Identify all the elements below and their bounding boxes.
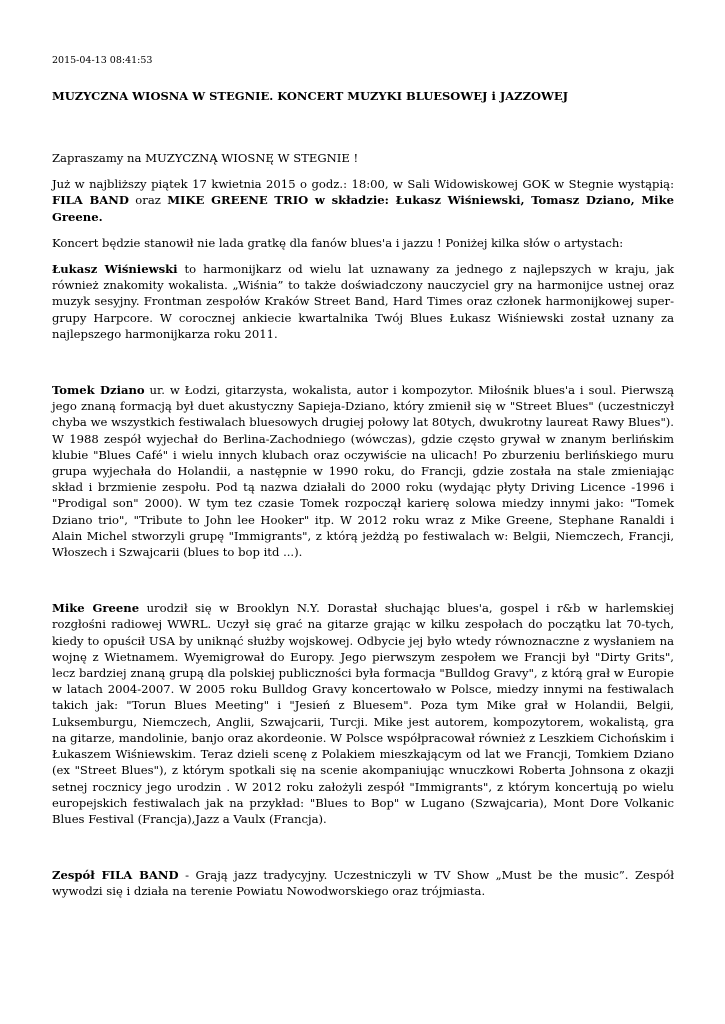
announcement-text-2: oraz — [128, 193, 168, 208]
timestamp: 2015-04-13 08:41:53 — [52, 55, 153, 66]
bio-lukasz-wisniewski — [52, 261, 674, 342]
announcement-band-1: FILA BAND — [52, 193, 129, 208]
bio-text: urodził się w Brooklyn N.Y. Dorastał słuchając blues'a, gospel i r&b w harlemskiej rozgłośni radiowej WWRL. Uczył się grać na gitarze grając w kilku zespołach do początku lat 70-tych, kiedy to opuścił USA by uniknąć służby wojskowej. Odbycie jej było wtedy równoznaczne z wysłaniem na wojnę z Wietnamem. Wyemigrował do Europy. Jego pierwszym zespołem we Francji był "Dirty Grits", lecz bardziej znaną grupą dla polskiej publiczności była formacja "Bulldog Gravy", z którą grał w Europie w latach 2004-2007. W 2005 roku Bulldog Gravy koncertowało w Polsce, miedzy innymi na festiwalach takich jak: "Torun Blues Meeting" i "Jesień z Bluesem". Poza tym Mike grał w Holandii, Belgii, Luksemburgu, Niemczech, Anglii, Szwajcarii, Turcji. Mike jest autorem, kompozytorem, wokalistą, gra na gitarze, mandolinie, banjo oraz akordeonie. W Polsce współpracował również z Leszkiem Cichońskim i Łukaszem Wiśniewskim. Teraz dzieli scenę z Polakiem mieszkającym od lat we Francji, Tomkiem Dziano (ex "Street Blues"), z którym spotkali się na scenie akompaniując wnuczkowi Roberta Johnsona z okazji setnej rocznicy jego urodzin . W 2012 roku założyli zespół "Immigrants", z którym koncertują po wielu europejskich festiwalach jak na przykład: "Blues to Bop" w Lugano (Szwajcaria), Mont Dore Volkanic Blues Festival (Francja),Jazz a Vaulx (Francja). — [52, 601, 674, 826]
announcement-paragraph — [52, 176, 674, 225]
concert-note: Koncert będzie stanowił nie lada gratkę dla fanów blues'a i jazzu ! Poniżej kilka słów o artystach: — [52, 235, 624, 250]
article-title: MUZYCZNA WIOSNA W STEGNIE. KONCERT MUZYKI BLUESOWEJ i JAZZOWEJ — [52, 89, 569, 103]
bio-name: Tomek Dziano — [52, 383, 145, 398]
bio-mike-greene — [52, 600, 674, 827]
announcement-text-1: Już w najbliższy piątek 17 kwietnia 2015 o godz.: 18:00, w Sali Widowiskowej GOK w Stegnie wystąpią: — [52, 177, 674, 192]
announcement-band-2: MIKE GREENE TRIO w składzie: Łukasz Wiśniewski, Tomasz Dziano, Mike Greene. — [52, 193, 674, 224]
bio-name: Mike Greene — [52, 601, 140, 616]
bio-text: - Grają jazz tradycyjny. Uczestniczyli w TV Show „Must be the music”. Zespół wywodzi się i działa na terenie Powiatu Nowodworskiego oraz trójmiasta. — [52, 868, 674, 899]
bio-name: Zespół FILA BAND — [52, 868, 179, 883]
article-body — [52, 150, 674, 910]
bio-text: ur. w Łodzi, gitarzysta, wokalista, autor i kompozytor. Miłośnik blues'a i soul. Pierwszą jego znaną formacją był duet akustyczny Sapieja-Dziano, który zmienił się w "Street Blues" (uczestniczył chyba we wszystkich festiwalach bluesowych drugiej połowy lat 80tych, dwukrotny laureat Rawy Blues"). W 1988 zespół wyjechał do Berlina-Zachodniego (wówczas), gdzie często grywał w znanym berlińskim klubie "Blues Café" i wielu innych klubach oraz oczywiście na ulicach! Po zburzeniu berlińskiego muru grupa wyjechała do Holandii, a następnie w 1990 roku, do Francji, gdzie została na stale zmieniając skład i brzmienie zespołu. Pod tą nazwa działali do 2000 roku (wydając płyty Driving Licence -1996 i "Prodigal son" 2000). W tym tez czasie Tomek rozpoczął karierę solowa miedzy innymi jako: "Tomek Dziano trio", "Tribute to John lee Hooker" itp. W 2012 roku wraz z Mike Greene, Stephane Ranaldi i Alain Michel stworzyli grupę "Immigrants", z którą jeżdżą po festiwalach w: Belgii, Niemczech, Francji, Włoszech i Szwajcarii (blues to bop itd ...). — [52, 383, 674, 560]
bio-tomek-dziano — [52, 382, 674, 560]
intro-paragraph: Zapraszamy na MUZYCZNĄ WIOSNĘ W STEGNIE ! — [52, 151, 359, 165]
bio-text: to harmonijkarz od wielu lat uznawany za jednego z najlepszych w kraju, jak również znakomity wokalista. „Wiśnia” to także doświadczony nauczyciel gry na harmonijce ustnej oraz muzyk sesyjny. Frontman zespołów Kraków Street Band, Hard Times oraz członek harmonijkowej super-grupy Harpcore. W corocznej ankiecie kwartalnika Twój Blues Łukasz Wiśniewski został uznany za najlepszego harmonijkarza roku 2011. — [52, 262, 674, 341]
bio-name: Łukasz Wiśniewski — [52, 262, 178, 277]
bio-fila-band — [52, 867, 674, 899]
